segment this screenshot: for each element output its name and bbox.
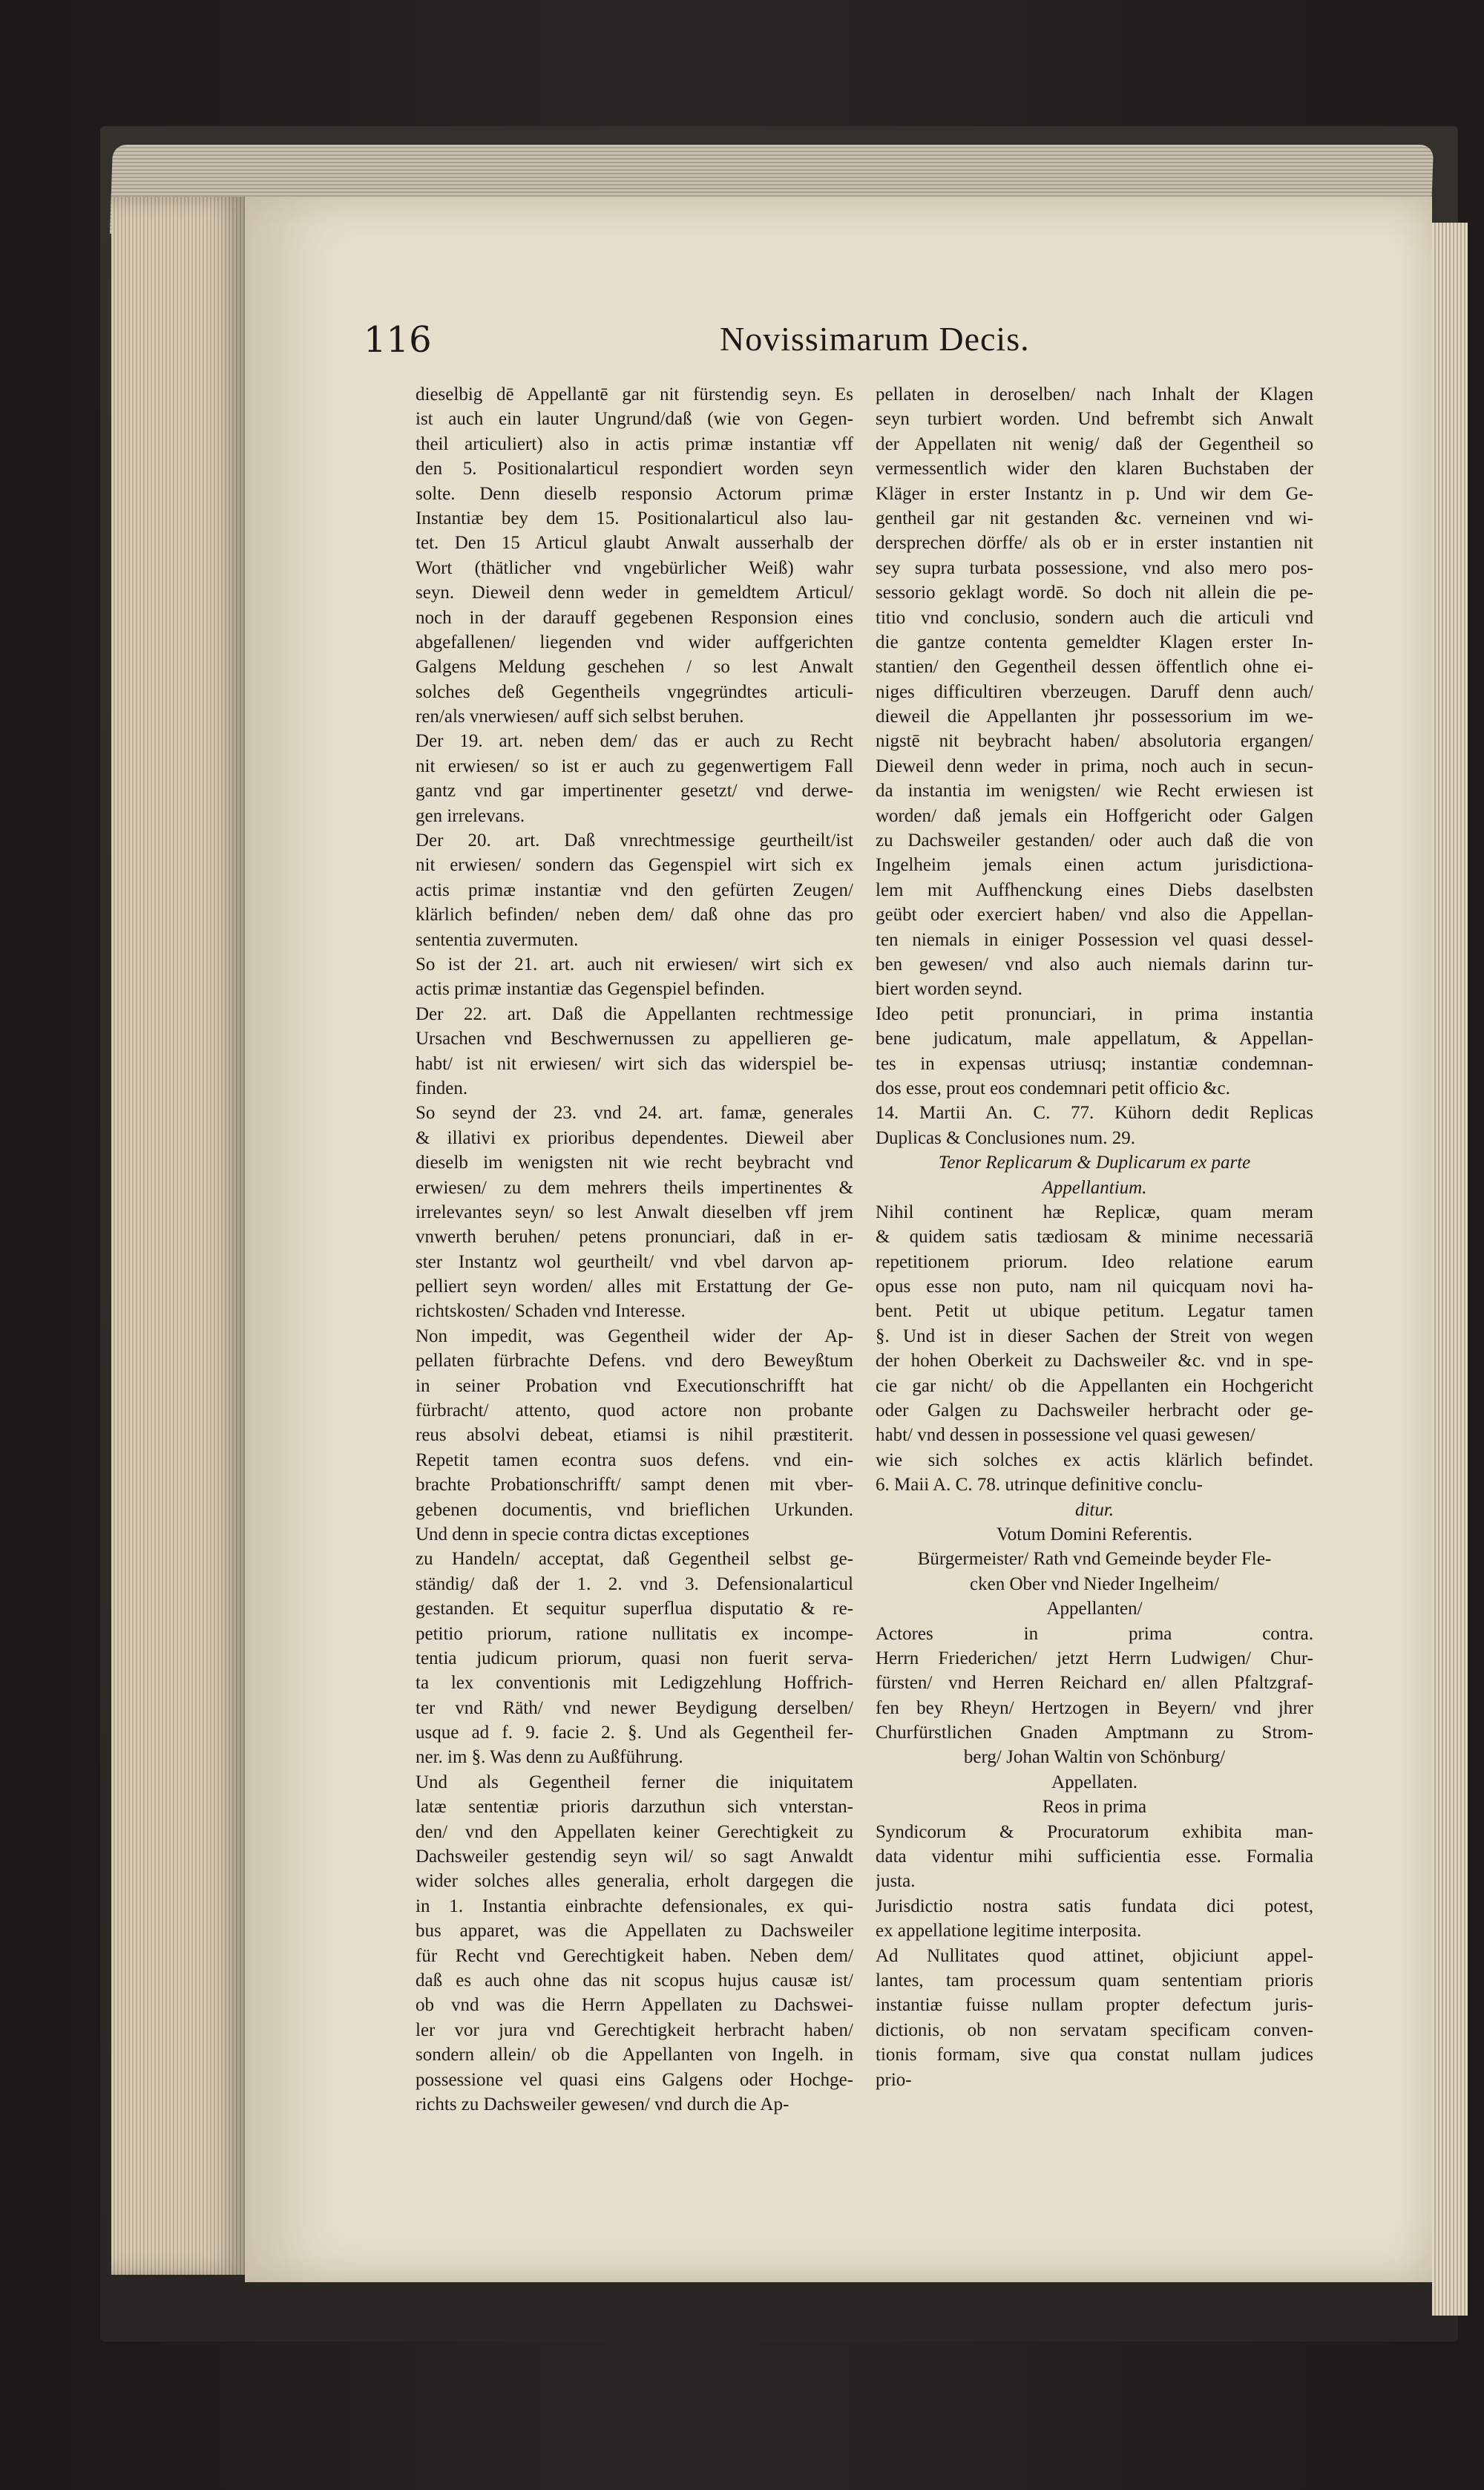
text-line: seyn turbiert worden. Und befrembt sich Anwalt: [876, 409, 1313, 430]
text-line: wie sich solches ex actis klärlich befindet.: [876, 1449, 1313, 1470]
text-line: daß es auch ohne das nit scopus hujus causæ ist/: [416, 1970, 853, 1991]
text-line: ler vor jura vnd Gerechtigkeit herbracht haben/: [416, 2019, 853, 2040]
text-line: Und denn in specie contra dictas exceptiones: [416, 1524, 749, 1544]
text-line: die gantze contenta gemeldter Klagen erster In-: [876, 632, 1313, 652]
text-line: tionis formam, sive qua constat nullam judices: [876, 2045, 1313, 2065]
text-line: sey supra turbata possessione, vnd also mero pos-: [876, 557, 1313, 578]
text-line: So seynd der 23. vnd 24. art. famæ, generales: [416, 1103, 853, 1124]
text-line: biert worden seynd.: [876, 979, 1022, 1000]
text-line: fürbracht/ attento, quod actore non probante: [416, 1400, 853, 1421]
text-line: pellaten fürbrachte Defens. vnd dero Beweyßtum: [416, 1351, 853, 1372]
text-line: solte. Denn dieselb responsio Actorum primæ: [416, 483, 853, 504]
text-line: vnwerth beruhen/ petens pronunciari, daß in er-: [416, 1227, 853, 1248]
text-line: latæ sententiæ prioris darzuthun sich vnterstan-: [416, 1797, 853, 1818]
text-line: klärlich befinden/ neben dem/ daß ohne das pro: [416, 905, 853, 925]
text-line: ren/als vnerwiesen/ auff sich selbst beruhen.: [416, 707, 744, 727]
text-line: Appellanten/: [1046, 1599, 1143, 1619]
text-line: Tenor Replicarum & Duplicarum ex parte: [938, 1153, 1251, 1173]
page-number: 116: [364, 319, 432, 361]
text-column-right: [876, 382, 1313, 2092]
text-line: bent. Petit ut ubique petitum. Legatur tamen: [876, 1301, 1313, 1322]
text-line: dersprechen dörffe/ als ob er in erster instantien nit: [876, 533, 1313, 554]
text-line: den/ vnd den Appellaten keiner Gerechtigkeit zu: [416, 1821, 853, 1842]
text-line: Ad Nullitates quod attinet, objiciunt appel-: [876, 1945, 1313, 1966]
text-line: 14. Martii An. C. 77. Kühorn dedit Replicas: [876, 1103, 1313, 1124]
text-line: Galgens Meldung geschehen / so lest Anwalt: [416, 657, 853, 678]
text-line: in seiner Probation vnd Executionschrifft hat: [416, 1375, 853, 1396]
text-line: fen bey Rheyn/ Hertzogen in Beyern/ vnd jhrer: [876, 1697, 1313, 1718]
text-line: Ursachen vnd Beschwernussen zu appellieren ge-: [416, 1029, 853, 1049]
text-line: habt/ ist nit erwiesen/ wirt sich das widerspiel be-: [416, 1053, 853, 1074]
text-line: Jurisdictio nostra satis fundata dici potest,: [876, 1896, 1313, 1916]
text-line: oder Galgen zu Dachsweiler herbracht oder ge-: [876, 1400, 1313, 1421]
text-line: seyn. Dieweil denn weder in gemeldtem Articul/: [416, 583, 853, 603]
text-line: reus absolvi debeat, etiamsi is nihil præstiterit.: [416, 1425, 853, 1446]
text-line: sessorio geklagt wordē. So doch nit allein die pe-: [876, 583, 1313, 603]
text-line: Appellaten.: [1051, 1772, 1137, 1792]
text-line: der hohen Oberkeit zu Dachsweiler &c. vnd in spe-: [876, 1351, 1313, 1372]
book-page: [245, 197, 1432, 2282]
text-line: ist auch ein lauter Ungrund/daß (wie von Gegen-: [416, 409, 853, 430]
text-line: Wort (thätlicher vnd vngebürlicher Weiß) wahr: [416, 557, 853, 578]
text-line: titio vnd conclusio, sondern auch die articuli vnd: [876, 607, 1313, 628]
text-line: cken Ober vnd Nieder Ingelheim/: [970, 1573, 1219, 1594]
text-line: Votum Domini Referentis.: [996, 1524, 1193, 1544]
text-line: zu Dachsweiler gestanden/ oder auch daß die von: [876, 830, 1313, 851]
running-title: Novissimarum Decis.: [720, 320, 1030, 358]
text-line: instantiæ fuisse nullam propter defectum juris-: [876, 1995, 1313, 2016]
text-line: ex appellatione legitime interposita.: [876, 1921, 1142, 1942]
text-line: für Recht vnd Gerechtigkeit haben. Neben dem/: [416, 1945, 853, 1966]
text-line: gebenen documentis, vnd brieflichen Urkunden.: [416, 1499, 853, 1520]
text-line: bene judicatum, male appellatum, & Appellan-: [876, 1029, 1313, 1049]
text-line: bus apparet, was die Appellaten zu Dachsweiler: [416, 1921, 853, 1942]
text-line: Der 19. art. neben dem/ das er auch zu Recht: [416, 731, 853, 752]
text-line: habt/ vnd dessen in possessione vel quasi gewesen/: [876, 1425, 1255, 1446]
text-line: dieselbig dē Appellantē gar nit fürstendig seyn. Es: [416, 384, 853, 404]
text-line: berg/ Johan Waltin von Schönburg/: [963, 1747, 1226, 1768]
text-line: stantien/ den Gegentheil dessen öffentlich ohne ei-: [876, 657, 1313, 678]
text-line: & illativi ex prioribus dependentes. Dieweil aber: [416, 1127, 853, 1148]
text-line: & quidem satis tædiosam & minime necessariā: [876, 1227, 1313, 1248]
text-line: sententia zuvermuten.: [416, 929, 579, 950]
text-line: possessione vel quasi eins Galgens oder Hochge-: [416, 2069, 853, 2090]
text-line: Nihil continent hæ Replicæ, quam meram: [876, 1202, 1313, 1222]
text-line: Reos in prima: [1042, 1797, 1147, 1818]
text-line: richtskosten/ Schaden vnd Interesse.: [416, 1301, 686, 1322]
text-line: der Appellaten nit wenig/ daß der Gegentheil so: [876, 433, 1313, 454]
text-line: abgefallenen/ liegenden vnd wider auffgerichten: [416, 632, 853, 652]
text-line: geübt oder exerciert haben/ vnd also die Appellan-: [876, 905, 1313, 925]
text-line: data videntur mihi sufficientia esse. Formalia: [876, 1847, 1313, 1867]
text-column-left: [416, 382, 853, 2117]
text-line: ditur.: [1074, 1499, 1114, 1520]
text-line: Ideo petit pronunciari, in prima instantia: [876, 1003, 1313, 1024]
text-line: ta lex conventionis mit Ledigzehlung Hoffrich-: [416, 1673, 853, 1694]
text-line: da instantia im wenigsten/ wie Recht erwiesen ist: [876, 781, 1313, 802]
text-line: Bürgermeister/ Rath vnd Gemeinde beyder Fle-: [917, 1549, 1272, 1570]
text-line: Kläger in erster Instantz in p. Und wir dem Ge-: [876, 483, 1313, 504]
text-line: zu Handeln/ acceptat, daß Gegentheil selbst ge-: [416, 1549, 853, 1570]
text-line: Ingelheim jemals einen actum jurisdictiona-: [876, 855, 1313, 876]
text-line: nigstē nit beybracht haben/ absolutoria ergangen/: [876, 731, 1313, 752]
text-line: gantz vnd gar impertinenter gesetzt/ vnd derwe-: [416, 781, 853, 802]
text-line: irrelevantes seyn/ so lest Anwalt dieselben vff jrem: [416, 1202, 853, 1222]
text-line: Repetit tamen econtra suos defens. vnd ein-: [416, 1449, 853, 1470]
text-line: finden.: [416, 1078, 468, 1098]
text-line: niges difficultiren vberzeugen. Daruff denn auch/: [876, 681, 1313, 702]
text-line: erwiesen/ zu dem mehrers theils impertinentes &: [416, 1177, 853, 1198]
text-line: justa.: [876, 1871, 916, 1892]
text-line: usque ad f. 9. facie 2. §. Und als Gegentheil fer-: [416, 1723, 853, 1743]
text-line: actis primæ instantiæ das Gegenspiel befinden.: [416, 979, 765, 1000]
text-line: ner. im §. Was denn zu Außführung.: [416, 1747, 683, 1768]
text-line: Und als Gegentheil ferner die iniquitatem: [416, 1772, 853, 1792]
text-line: Der 20. art. Daß vnrechtmessige geurtheilt/ist: [416, 830, 853, 851]
text-line: repetitionem priorum. Ideo relatione earum: [876, 1251, 1313, 1272]
page-edges-right: [1432, 223, 1468, 2316]
text-line: solches deß Gegentheils vngegründtes articuli-: [416, 681, 853, 702]
text-line: ständig/ daß der 1. 2. vnd 3. Defensionalarticul: [416, 1573, 853, 1594]
text-line: dieweil die Appellanten jhr possessorium im we-: [876, 707, 1313, 727]
text-line: 6. Maii A. C. 78. utrinque definitive conclu-: [876, 1475, 1203, 1495]
text-line: opus esse non puto, nam nil quicquam novi ha-: [876, 1277, 1313, 1297]
text-line: So ist der 21. art. auch nit erwiesen/ wirt sich ex: [416, 954, 853, 974]
text-line: petitio priorum, ratione nullitatis ex incompe-: [416, 1623, 853, 1644]
text-line: dieselb im wenigsten nit wie recht beybracht vnd: [416, 1153, 853, 1173]
page-header: [245, 319, 1432, 379]
text-line: tes in expensas utriusq; instantiæ condemnan-: [876, 1053, 1313, 1074]
text-line: Dachsweiler gestendig seyn wil/ so sagt Anwaldt: [416, 1847, 853, 1867]
text-line: Dieweil denn weder in prima, noch auch in secun-: [876, 756, 1313, 776]
text-line: wider solches alles generalia, erholt dargegen die: [416, 1871, 853, 1892]
text-line: Non impedit, was Gegentheil wider der Ap-: [416, 1326, 853, 1346]
text-line: nit erwiesen/ so ist er auch zu gegenwertigem Fall: [416, 756, 853, 776]
page-edges-left: [111, 197, 245, 2275]
text-line: in 1. Instantia einbrachte defensionales, ex qui-: [416, 1896, 853, 1916]
text-line: worden/ daß jemals ein Hoffgericht oder Galgen: [876, 805, 1313, 826]
text-line: dos esse, prout eos condemnari petit officio &c.: [876, 1078, 1230, 1098]
text-line: Der 22. art. Daß die Appellanten rechtmessige: [416, 1003, 853, 1024]
text-line: ben gewesen/ vnd also auch niemals darinn tur-: [876, 954, 1313, 974]
text-line: nit erwiesen/ sondern das Gegenspiel wirt sich ex: [416, 855, 853, 876]
text-line: den 5. Positionalarticul respondiert worden seyn: [416, 459, 853, 479]
text-line: Churfürstlichen Gnaden Amptmann zu Strom-: [876, 1723, 1313, 1743]
text-line: pelliert seyn worden/ alles mit Erstattung der Ge-: [416, 1277, 853, 1297]
text-line: Instantiæ bey dem 15. Positionalarticul also lau-: [416, 508, 853, 528]
text-line: lantes, tam processum quam sententiam prioris: [876, 1970, 1313, 1991]
text-line: pellaten in deroselben/ nach Inhalt der Klagen: [876, 384, 1313, 404]
text-line: Syndicorum & Procuratorum exhibita man-: [876, 1821, 1313, 1842]
text-line: Appellantium.: [1042, 1177, 1147, 1198]
text-line: actis primæ instantiæ vnd den gefürten Zeugen/: [416, 879, 853, 900]
text-line: sondern allein/ ob die Appellanten von Ingelh. in: [416, 2045, 853, 2065]
text-line: theil articuliert) also in actis primæ instantiæ vff: [416, 433, 853, 454]
text-line: gen irrelevans.: [416, 805, 525, 826]
text-line: noch in der darauff gegebenen Responsion eines: [416, 607, 853, 628]
text-line: fürsten/ vnd Herren Reichard en/ allen Pfaltzgraf-: [876, 1673, 1313, 1694]
text-line: tet. Den 15 Articul glaubt Anwalt ausserhalb der: [416, 533, 853, 554]
text-line: Duplicas & Conclusiones num. 29.: [876, 1127, 1135, 1148]
text-line: gentheil gar nit gestanden &c. verneinen vnd wi-: [876, 508, 1313, 528]
text-line: ob vnd was die Herrn Appellaten zu Dachswei-: [416, 1995, 853, 2016]
text-line: §. Und ist in dieser Sachen der Streit von wegen: [876, 1326, 1313, 1346]
text-line: gestanden. Et sequitur superflua disputatio & re-: [416, 1599, 853, 1619]
text-line: prio-: [876, 2069, 912, 2090]
text-line: dictionis, ob non servatam specificam conven-: [876, 2019, 1313, 2040]
text-line: brachte Probationschrifft/ sampt denen mit vber-: [416, 1475, 853, 1495]
text-line: ter vnd Räth/ vnd newer Beydigung derselben/: [416, 1697, 853, 1718]
text-line: ten niemals in einiger Possession vel quasi dessel-: [876, 929, 1313, 950]
text-line: Herrn Friederichen/ jetzt Herrn Ludwigen/ Chur-: [876, 1648, 1313, 1668]
text-line: richts zu Dachsweiler gewesen/ vnd durch die Ap-: [416, 2094, 789, 2114]
text-line: lem mit Auffhenckung eines Diebs daselbsten: [876, 879, 1313, 900]
text-line: cie gar nicht/ ob die Appellanten ein Hochgericht: [876, 1375, 1313, 1396]
text-line: Actores in prima contra.: [876, 1623, 1313, 1644]
text-line: tentia judicum priorum, quasi non fuerit serva-: [416, 1648, 853, 1668]
text-line: ster Instantz wol geurtheilt/ vnd vbel darvon ap-: [416, 1251, 853, 1272]
text-line: vermessentlich wider den klaren Buchstaben der: [876, 459, 1313, 479]
